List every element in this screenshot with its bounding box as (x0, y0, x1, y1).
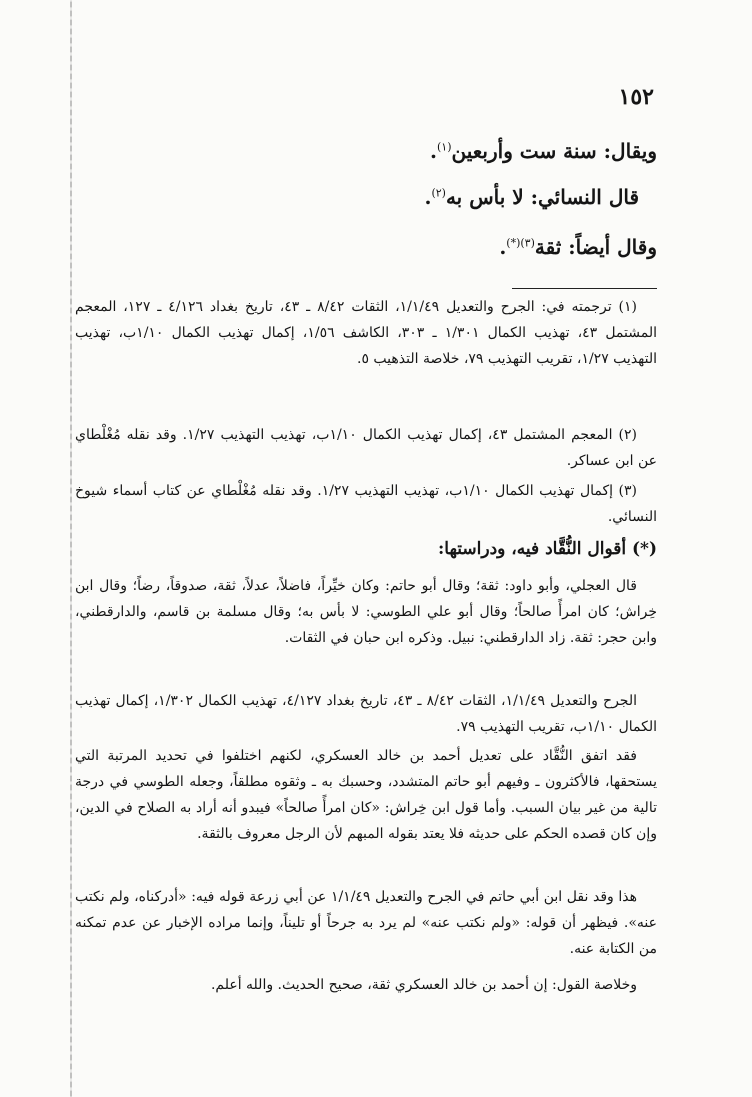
critics-paragraph-2: الجرح والتعديل ١/١/٤٩، الثقات ٨/٤٢ ـ ٤٣، تاريخ بغداد ٤/١٢٧، تهذيب الكمال ١/٣٠٢، إكمال تهذيب الكمال ١/١٠ب، تقريب التهذيب ٧٩. (75, 693, 657, 735)
critics-paragraph-4: هذا وقد نقل ابن أبي حاتم في الجرح والتعديل ١/١/٤٩ عن أبي زرعة قوله فيه: «أدركناه، ولم نكتب عنه». فيظهر أن قوله: «ولم نكتب عنه» لم يرد به جرحاً أو تليناً، وإنما مراده الإخبار عن عدم تمكنه من الكتابة عنه. (75, 889, 657, 957)
footnote-ref-3[interactable]: (٣)(*) (506, 236, 535, 250)
footnote-1: (١) ترجمته في: الجرح والتعديل ١/١/٤٩، الثقات ٨/٤٢ ـ ٤٣، تاريخ بغداد ٤/١٢٦ ـ ١٢٧، المعجم المشتمل ٤٣، تهذيب الكمال ١/٣٠١ ـ ٣٠٣، الكاشف ١/٥٦، إكمال تهذيب الكمال ١/١٠ب، تهذيب التهذيب ١/٢٧، تقريب التهذيب ٧٩، خلاصة التذهيب ٥. (75, 299, 657, 367)
main-line-1: ويقال: سنة ست وأربعين$^{(١)}$. (430, 139, 657, 163)
footnote-3: (٣) إكمال تهذيب الكمال ١/١٠ب، تهذيب التهذيب ١/٢٧. وقد نقله مُغْلْطاي عن كتاب أسماء شيوخ النسائي. (75, 483, 657, 525)
footnote-ref-1[interactable]: (١) (436, 140, 452, 154)
footnote-2: (٢) المعجم المشتمل ٤٣، إكمال تهذيب الكمال ١/١٠ب، تهذيب التهذيب ١/٢٧. وقد نقله مُغْلْطاي عن ابن عساكر. (75, 427, 657, 469)
critics-paragraph-1: قال العجلي، وأبو داود: ثقة؛ وقال أبو حاتم: وكان خيِّراً، فاضلاً، عدلاً، ثقة، صدوقاً، رضاً؛ وقال ابن خِراش؛ كان امرأً صالحاً؛ وقال أبو علي الطوسي: لا بأس به؛ وقال مسلمة بن قاسم، والدارقطني، وابن حجر: ثقة. زاد الدارقطني: نبيل. وذكره ابن حبان في الثقات. (75, 578, 657, 646)
footnote-ref-2[interactable]: (٢) (431, 186, 446, 200)
page-number: ١٥٢ (618, 84, 654, 110)
main-line-3: وقال أيضاً: ثقة$^{(٣)(*)}$. (499, 235, 657, 259)
footnote-separator (512, 288, 657, 289)
scan-artifact-dots (70, 0, 72, 1097)
critics-paragraph-3: فقد اتفق النُّقَّاد على تعديل أحمد بن خالد العسكري، لكنهم اختلفوا في تحديد المرتبة التي يستحقها، فالأكثرون ـ وفيهم أبو حاتم المتشدد، وحسبك به ـ وثقوه مطلقاً، وجعله الطوسي في درجة تالية من غير بيان السبب. وأما قول ابن خِراش: «كان امرأً صالحاً» فيبدو أنه أراد به الصلاح في الدين، وإن كان قصده الحكم على حديثه فلا يعتد بقوله المبهم لأن الرجل معروف بالثقة. (75, 748, 657, 842)
main-line-2: قال النسائي: لا بأس به$^{(٢)}$. (424, 185, 639, 209)
critics-paragraph-5: وخلاصة القول: إن أحمد بن خالد العسكري ثقة، صحيح الحديث. والله أعلم. (210, 977, 637, 993)
critics-heading: (*) أقوال النُّقَّاد فيه، ودراستها: (438, 539, 657, 559)
